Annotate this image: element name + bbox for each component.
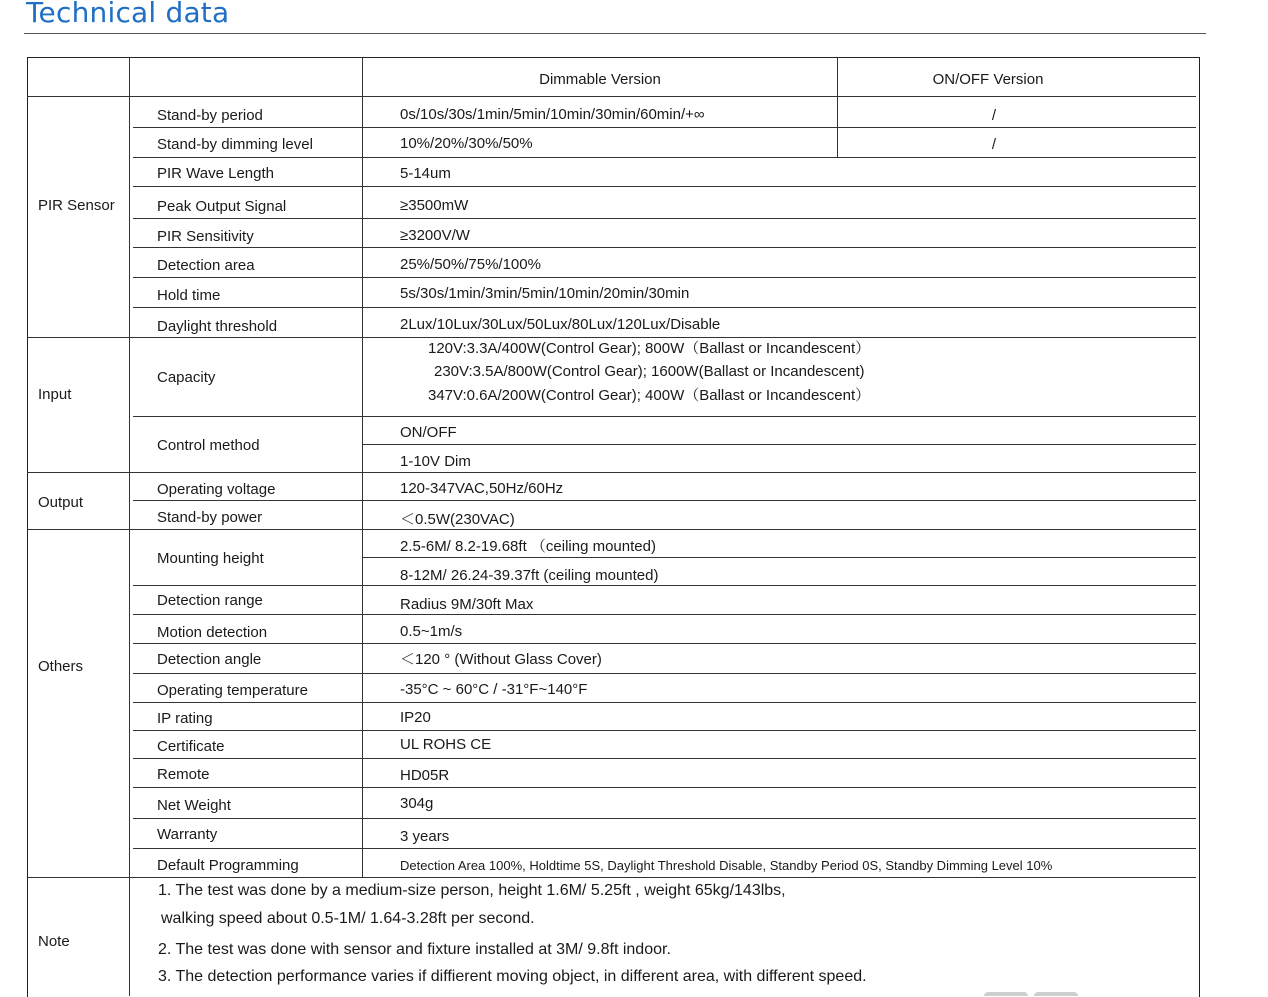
row-divider (27, 96, 1196, 97)
row-label: Operating temperature (157, 682, 308, 699)
row-value: 25%/50%/75%/100% (400, 256, 541, 273)
row-label: Detection range (157, 592, 263, 609)
group-others: Others (38, 658, 84, 675)
row-value: 5s/30s/1min/3min/5min/10min/20min/30min (400, 285, 690, 302)
row-divider (133, 673, 1196, 674)
row-label: Hold time (157, 287, 221, 304)
group-note: Note (38, 933, 70, 950)
row-divider (133, 585, 1196, 586)
row-value: 230V:3.5A/800W(Control Gear); 1600W(Ballast or Incandescent) (434, 363, 865, 380)
row-label: Certificate (157, 738, 225, 755)
row-value: 120-347VAC,50Hz/60Hz (400, 480, 564, 497)
row-value-dimmable: 0s/10s/30s/1min/5min/10min/30min/60min/+∞ (400, 106, 705, 123)
row-label: PIR Wave Length (157, 165, 275, 182)
title-divider (24, 33, 1206, 34)
header-onoff: ON/OFF Version (932, 71, 1044, 88)
row-label: Control method (157, 437, 260, 454)
row-value-dimmable: 10%/20%/30%/50% (400, 135, 533, 152)
row-divider (133, 277, 1196, 278)
row-divider (133, 157, 1196, 158)
row-value: 3 years (400, 828, 450, 845)
row-value: 2.5-6M/ 8.2-19.68ft （ceiling mounted) (400, 538, 656, 555)
row-label: Peak Output Signal (157, 198, 287, 215)
row-value: ≥3200V/W (400, 227, 470, 244)
row-divider (133, 758, 1196, 759)
row-divider (362, 444, 1196, 445)
row-value: Detection Area 100%, Holdtime 5S, Daylight Threshold Disable, Standby Period 0S, Standby Dimming Level 10% (400, 858, 1053, 873)
row-divider (133, 818, 1196, 819)
row-divider (133, 848, 1196, 849)
row-value: 5-14um (400, 165, 451, 182)
row-label: Stand-by power (157, 509, 263, 526)
row-label: Mounting height (157, 550, 264, 567)
row-value: ＜120 ° (Without Glass Cover) (400, 651, 602, 668)
note-line: walking speed about 0.5-1M/ 1.64-3.28ft per second. (161, 910, 535, 927)
row-divider (133, 614, 1196, 615)
row-divider (133, 730, 1196, 731)
header-dimmable: Dimmable Version (539, 71, 661, 88)
row-divider (27, 472, 1196, 473)
row-value: ≥3500mW (400, 197, 469, 214)
row-label: Warranty (157, 826, 218, 843)
note-line: 3. The detection performance varies if diffierent moving object, in different area, with different speed. (158, 968, 867, 985)
row-label: IP rating (157, 710, 213, 727)
row-value: 0.5~1m/s (400, 623, 463, 640)
row-divider (133, 186, 1196, 187)
row-value: 1-10V Dim (400, 453, 471, 470)
row-label: Detection angle (157, 651, 262, 668)
row-divider (133, 702, 1196, 703)
row-divider (27, 877, 1196, 878)
row-label: Operating voltage (157, 481, 276, 498)
group-pir-sensor: PIR Sensor (38, 197, 115, 214)
row-value: 2Lux/10Lux/30Lux/50Lux/80Lux/120Lux/Disable (400, 316, 721, 333)
row-value-onoff: / (991, 107, 997, 124)
row-label: Stand-by dimming level (157, 136, 313, 153)
col-divider (362, 57, 363, 877)
row-value: Radius 9M/30ft Max (400, 596, 534, 613)
row-label: Net Weight (157, 797, 231, 814)
scroll-indicator[interactable] (1034, 992, 1078, 996)
note-line: 1. The test was done by a medium-size person, height 1.6M/ 5.25ft , weight 65kg/143lbs, (158, 882, 786, 899)
row-value: 8-12M/ 26.24-39.37ft (ceiling mounted) (400, 567, 659, 584)
note-line: 2. The test was done with sensor and fixture installed at 3M/ 9.8ft indoor. (158, 941, 671, 958)
row-value: ＜0.5W(230VAC) (400, 511, 515, 528)
row-value: ON/OFF (400, 424, 457, 441)
row-value-onoff: / (991, 136, 997, 153)
row-label: Remote (157, 766, 210, 783)
row-label: Daylight threshold (157, 318, 278, 335)
col-divider (129, 57, 130, 996)
row-value: -35°C ~ 60°C / -31°F~140°F (400, 681, 588, 698)
group-input: Input (38, 386, 72, 403)
row-label: Default Programming (157, 857, 299, 874)
row-divider (133, 500, 1196, 501)
row-value: 347V:0.6A/200W(Control Gear); 400W（Ballast or Incandescent） (428, 387, 871, 404)
row-divider (362, 557, 1196, 558)
group-output: Output (38, 494, 84, 511)
row-label: Detection area (157, 257, 255, 274)
row-divider (133, 787, 1196, 788)
row-label: Stand-by period (157, 107, 263, 124)
row-divider (133, 643, 1196, 644)
row-divider (133, 247, 1196, 248)
row-divider (27, 337, 1196, 338)
row-divider (133, 416, 1196, 417)
row-value: UL ROHS CE (400, 736, 492, 753)
row-value: 120V:3.3A/400W(Control Gear); 800W（Ballast or Incandescent） (428, 340, 871, 357)
row-value: HD05R (400, 767, 450, 784)
row-divider (133, 218, 1196, 219)
page-title: Technical data (26, 0, 230, 29)
row-label: Capacity (157, 369, 216, 386)
row-value: IP20 (400, 709, 431, 726)
row-label: Motion detection (157, 624, 268, 641)
row-value: 304g (400, 795, 434, 812)
row-divider (133, 127, 1196, 128)
scroll-indicator[interactable] (984, 992, 1028, 996)
row-divider (27, 529, 1196, 530)
row-divider (133, 307, 1196, 308)
row-label: PIR Sensitivity (157, 228, 254, 245)
